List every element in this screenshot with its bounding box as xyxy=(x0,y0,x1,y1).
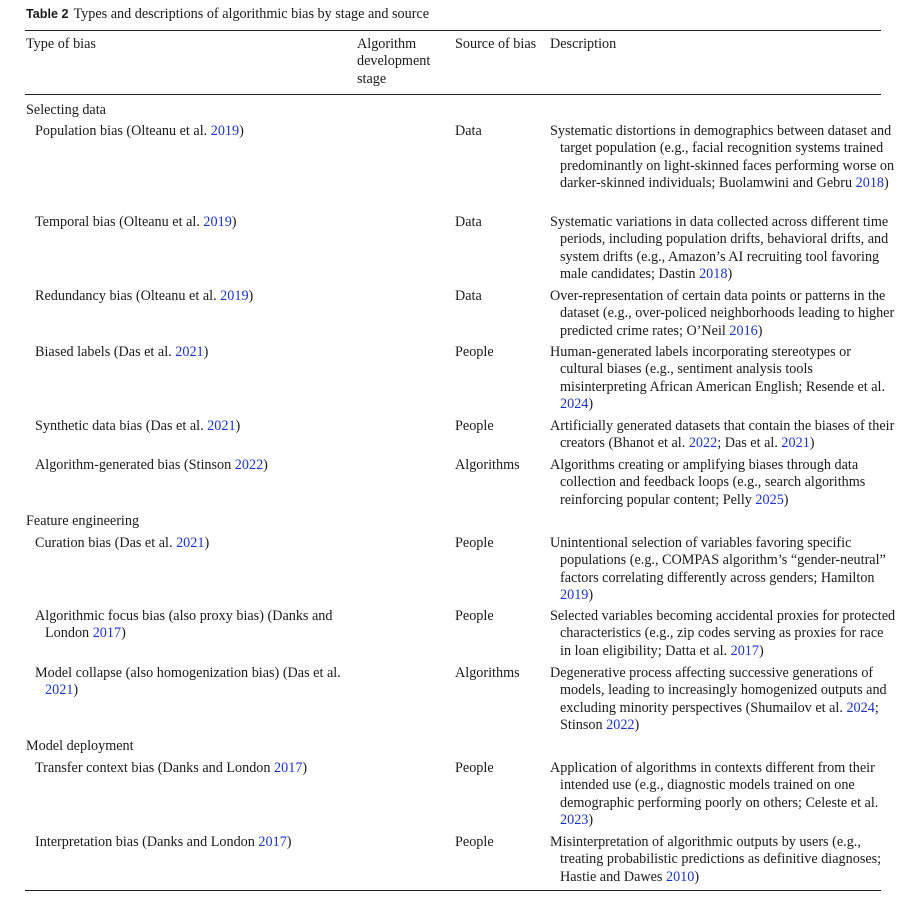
description-close: ) xyxy=(694,868,700,885)
description-cell xyxy=(550,834,896,886)
description-cell xyxy=(550,535,896,605)
bias-type-cell xyxy=(35,214,355,231)
description-cell xyxy=(550,418,896,453)
description-text: Over-representation of certain data points or patterns in the dataset (e.g., over-policed neighborhoods leading to higher predicted crime rates; O’Neil xyxy=(550,288,895,339)
section-title: Selecting data xyxy=(26,102,106,118)
bias-type-cell xyxy=(35,288,355,305)
bias-type-close: ) xyxy=(239,123,244,139)
header-description: Description xyxy=(550,36,617,52)
citation-year-link: 2024 xyxy=(560,396,589,413)
bias-type-cell xyxy=(35,834,355,851)
description-close: ) xyxy=(758,642,764,659)
citation-year-link: 2017 xyxy=(274,760,303,776)
description-close: ) xyxy=(588,812,594,829)
description-cell xyxy=(550,288,896,340)
source-of-bias-cell: People xyxy=(455,760,494,776)
bias-type-cell xyxy=(35,535,355,552)
source-of-bias-cell: Data xyxy=(455,214,482,230)
bias-type-cell xyxy=(35,665,355,700)
description-cell xyxy=(550,123,896,193)
bias-type-cell xyxy=(35,418,355,435)
bottom-rule xyxy=(25,890,881,891)
section-title: Feature engineering xyxy=(26,513,140,529)
bias-type-text: Temporal bias (Olteanu et al. xyxy=(35,214,204,230)
bias-type-close: ) xyxy=(204,535,210,551)
description-text-mid: ; Stinson xyxy=(560,699,879,734)
bias-type-close: ) xyxy=(248,288,254,304)
bias-type-text: Algorithmic focus bias (also proxy bias) (Danks and London xyxy=(35,608,333,642)
bias-type-text: Population bias (Olteanu et al. xyxy=(35,123,211,139)
citation-year-link: 2021 xyxy=(176,535,205,551)
description-close: ) xyxy=(783,491,789,508)
citation-year-link: 2018 xyxy=(699,266,728,283)
citation-year-link: 2017 xyxy=(730,642,759,659)
bias-type-text: Biased labels (Das et al. xyxy=(35,344,176,360)
citation-year-link: 2017 xyxy=(258,834,287,850)
description-text: Systematic distortions in demographics between dataset and target population (e.g., facial recognition systems trained predominantly on light-skinned faces performing worse on darker-skinned individuals; Buolamwini and Gebru xyxy=(550,123,895,192)
bias-type-text: Synthetic data bias (Das et al. xyxy=(35,418,208,434)
citation-year-link: 2017 xyxy=(92,625,122,642)
bias-type-close: ) xyxy=(235,418,241,434)
citation-year-link: 2018 xyxy=(855,175,884,192)
bias-type-cell xyxy=(35,608,355,643)
citation-year-link: 2021 xyxy=(207,418,236,434)
citation-year-link: 2025 xyxy=(755,491,784,508)
bias-type-cell xyxy=(35,760,355,777)
table-caption xyxy=(26,6,429,23)
description-close: ) xyxy=(757,322,763,339)
bias-type-text: Transfer context bias (Danks and London xyxy=(35,760,275,776)
bias-type-cell xyxy=(35,123,355,140)
description-close: ) xyxy=(634,717,640,734)
bias-type-cell xyxy=(35,457,355,474)
citation-year-link: 2019 xyxy=(560,587,589,604)
bias-type-text: Model collapse (also homogenization bias) (Das et al. xyxy=(35,665,341,681)
description-text: Artificially generated datasets that contain the biases of their creators (Bhanot et al. xyxy=(550,418,895,452)
description-text: Degenerative process affecting successive generations of models, leading to increasingly homogenized outputs and excluding minority perspectives (Shumailov et al. xyxy=(550,665,887,716)
header-source-of-bias: Source of bias xyxy=(455,36,537,52)
description-cell xyxy=(550,344,896,414)
description-cell xyxy=(550,608,896,660)
citation-year-link: 2019 xyxy=(203,214,232,230)
description-cell xyxy=(550,760,896,830)
citation-year-link: 2024 xyxy=(846,699,875,716)
description-close: ) xyxy=(588,587,594,604)
description-text: Application of algorithms in contexts different from their intended use (e.g., diagnostic models trained on one demographic performing poorly on others; Celeste et al. xyxy=(550,760,879,811)
citation-year-link: 2016 xyxy=(729,322,758,339)
description-close: ) xyxy=(884,175,889,192)
source-of-bias-cell: People xyxy=(455,344,494,360)
description-close: ) xyxy=(809,435,815,452)
description-cell xyxy=(550,214,896,284)
table-label: Table 2 xyxy=(26,7,69,21)
citation-year-link: 2021 xyxy=(781,435,810,452)
source-of-bias-cell: Algorithms xyxy=(455,457,520,473)
description-text-mid: ; Das et al. xyxy=(717,435,782,452)
description-close: ) xyxy=(588,396,594,413)
bias-type-close: ) xyxy=(121,625,126,642)
citation-year-link: 2019 xyxy=(220,288,249,304)
source-of-bias-cell: Data xyxy=(455,288,482,304)
bias-type-close: ) xyxy=(231,214,237,230)
citation-year-link: 2023 xyxy=(560,812,589,829)
top-rule xyxy=(25,30,881,31)
bias-type-close: ) xyxy=(286,834,292,850)
header-rule xyxy=(25,94,881,95)
description-text: Misinterpretation of algorithmic outputs by users (e.g., treating probabilistic predictions as definitive diagnoses; Hastie and Dawes xyxy=(550,834,882,885)
description-text: Unintentional selection of variables favoring specific populations (e.g., COMPAS algorithm’s “gender-neutral” factors correlating differently across genders; Hamilton xyxy=(550,535,886,586)
bias-type-text: Algorithm-generated bias (Stinson xyxy=(35,457,235,473)
description-text: Human-generated labels incorporating stereotypes or cultural biases (e.g., sentiment analysis tools misinterpreting African American English; Resende et al. xyxy=(550,344,886,395)
citation-year-link: 2021 xyxy=(45,682,74,699)
description-cell xyxy=(550,665,896,735)
description-cell xyxy=(550,457,896,509)
bias-type-close: ) xyxy=(73,682,79,699)
bias-type-close: ) xyxy=(203,344,209,360)
bias-type-close: ) xyxy=(263,457,268,473)
bias-type-text: Redundancy bias (Olteanu et al. xyxy=(35,288,221,304)
citation-year-link: 2022 xyxy=(234,457,264,473)
header-development-stage: Algorithm development stage xyxy=(357,36,431,87)
citation-year-link: 2010 xyxy=(665,868,695,885)
bias-type-text: Interpretation bias (Danks and London xyxy=(35,834,259,850)
citation-year-link: 2022 xyxy=(688,435,718,452)
description-text: Algorithms creating or amplifying biases through data collection and feedback loops (e.g., search algorithms reinforcing popular content; Pelly xyxy=(550,457,866,508)
citation-year-link: 2022 xyxy=(606,717,635,734)
bias-type-text: Curation bias (Das et al. xyxy=(35,535,177,551)
description-close: ) xyxy=(727,266,733,283)
source-of-bias-cell: People xyxy=(455,418,494,434)
bias-type-cell xyxy=(35,344,355,361)
table-title: Types and descriptions of algorithmic bias by stage and source xyxy=(73,6,430,22)
source-of-bias-cell: People xyxy=(455,535,494,551)
bias-type-close: ) xyxy=(302,760,308,776)
source-of-bias-cell: Data xyxy=(455,123,482,139)
description-text: Systematic variations in data collected across different time periods, including population drifts, behavioral drifts, and system drifts (e.g., Amazon’s AI recruiting tool favoring male candidates; Dastin xyxy=(550,214,889,283)
source-of-bias-cell: Algorithms xyxy=(455,665,520,681)
source-of-bias-cell: People xyxy=(455,834,494,850)
header-type-of-bias: Type of bias xyxy=(26,36,96,52)
citation-year-link: 2021 xyxy=(175,344,204,360)
description-text: Selected variables becoming accidental proxies for protected characteristics (e.g., zip codes serving as proxies for race in loan eligibility; Datta et al. xyxy=(550,608,896,659)
section-title: Model deployment xyxy=(26,738,134,754)
source-of-bias-cell: People xyxy=(455,608,494,624)
citation-year-link: 2019 xyxy=(210,123,240,139)
